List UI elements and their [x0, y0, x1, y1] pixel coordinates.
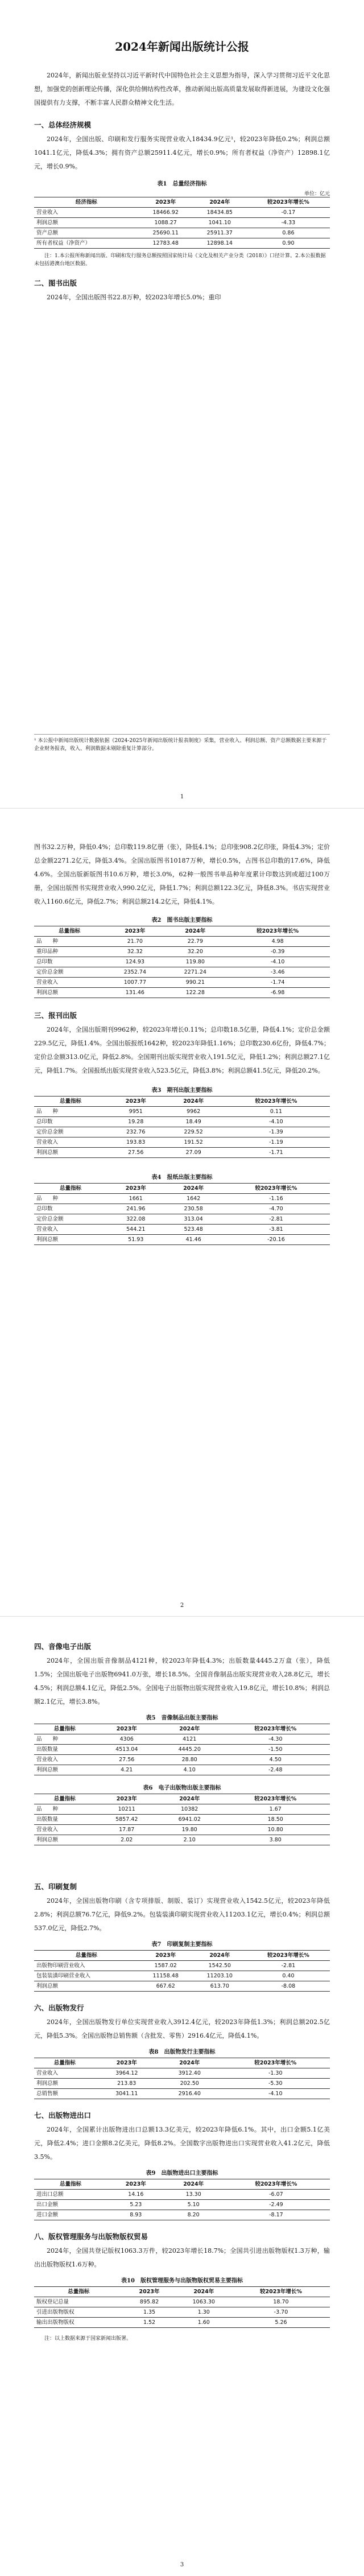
table-cell: 利润总额	[34, 1765, 96, 1775]
overall-paragraph: 2024年，全国出版、印刷和发行服务实现营业收入18434.9亿元¹，较2023年降低0.2%；利润总额1041.1亿元，降低4.3%；拥有资产总额25911.4亿元，增长0.9%；所有者权益（净资产）12898.1亿元，增长0.9%。	[34, 135, 330, 170]
table-cell: -4.33	[247, 218, 330, 228]
table-cell: 613.70	[193, 1981, 247, 1992]
table-cell: 241.96	[107, 1204, 164, 1214]
table-cell: 1542.50	[193, 1961, 247, 1971]
table-cell: 版权登记总量	[34, 2297, 123, 2307]
table-header: 总量指标	[34, 1724, 96, 1734]
table-row	[34, 2068, 330, 2079]
table-row	[34, 1137, 330, 1148]
table-cell: 2.02	[96, 1835, 158, 1845]
table-cell: 232.76	[107, 1127, 164, 1137]
page-number: 2	[180, 1602, 184, 1609]
table-cell: 13.30	[164, 2190, 222, 2200]
table-cell: 利润总额	[34, 988, 105, 998]
table-header: 2024年	[165, 926, 225, 937]
books-paragraph-start: 2024年，全国出版图书22.8万种，较2023年增长5.0%；重印	[47, 294, 221, 301]
table-cell: 重印品种	[34, 947, 105, 957]
table-header: 总量指标	[34, 1951, 139, 1961]
table-cell: -2.48	[221, 1765, 330, 1775]
table-4	[34, 1183, 330, 1245]
table-cell: -4.70	[222, 1204, 330, 1214]
table-header: 较2023年增长%	[232, 2287, 330, 2297]
table-row	[34, 238, 330, 249]
table-cell: 18466.92	[139, 208, 193, 218]
table-cell: 4.21	[96, 1765, 158, 1775]
table-cell: 2.10	[158, 1835, 221, 1845]
table-cell: 6941.02	[158, 1815, 221, 1825]
section-heading-av: 四、音像电子出版	[34, 1642, 92, 1651]
table-2-caption: 表2 图书出版主要指标	[151, 917, 213, 924]
table-cell: -8.17	[222, 2210, 330, 2220]
table-cell: 544.21	[107, 1225, 164, 1235]
table-row	[34, 1961, 330, 1971]
page-number: 3	[180, 2562, 184, 2568]
table-cell: 32.20	[165, 947, 225, 957]
section-heading-import-export: 七、出版物进出口	[34, 2111, 92, 2120]
table-cell: 17.87	[96, 1825, 158, 1835]
table-row	[34, 228, 330, 238]
table-cell: 1.52	[123, 2318, 175, 2328]
table-cell: -2.49	[222, 2200, 330, 2210]
table-cell: 18434.85	[193, 208, 247, 218]
table-row	[34, 1745, 330, 1755]
table-header: 总量指标	[34, 1097, 107, 1107]
table-cell: 4121	[158, 1734, 221, 1745]
table-header: 较2023年增长%	[222, 2179, 330, 2190]
table-cell: -2.81	[247, 1961, 330, 1971]
page-title: 2024年新闻出版统计公报	[115, 40, 249, 53]
table-cell: 包装装潢印刷营业收入	[34, 1971, 139, 1981]
table-row	[34, 1235, 330, 1245]
table-cell: 10211	[96, 1804, 158, 1815]
table-cell: 25911.37	[193, 228, 247, 238]
table-cell: 4.10	[158, 1765, 221, 1775]
table-row	[34, 1127, 330, 1137]
table-cell: 313.04	[164, 1214, 222, 1225]
table-cell: 2916.40	[158, 2089, 221, 2099]
table-5-caption: 表5 音像制品出版主要指标	[146, 1715, 218, 1721]
table-cell: 4306	[96, 1734, 158, 1745]
table-cell: 1041.10	[193, 218, 247, 228]
table-cell: 1007.77	[105, 978, 165, 988]
table-cell: 5.26	[232, 2318, 330, 2328]
table-cell: -1.50	[221, 1745, 330, 1755]
table-cell: 利润总额	[34, 2079, 96, 2089]
table-cell: -0.17	[247, 208, 330, 218]
table-header: 2023年	[139, 197, 193, 208]
table-cell: -6.98	[225, 988, 330, 998]
table-cell: 所有者权益（净资产）	[34, 238, 139, 249]
table-5	[34, 1724, 330, 1775]
table-cell: 4.50	[221, 1755, 330, 1765]
table-header: 较2023年增长%	[222, 1184, 330, 1194]
table-cell: 进出口总额	[34, 2190, 107, 2200]
table-9-caption: 表9 出版物进出口主要指标	[146, 2170, 218, 2177]
distribution-paragraph: 2024年，全国出版物发行单位实现营业收入3912.4亿元，较2023年降低1.3%；利润总额202.5亿元，降低5.3%。全国出版物总销售额（含批发、零售）2916.4亿元，降低4.1%。	[34, 2018, 330, 2039]
table-row	[34, 957, 330, 967]
table-cell: -3.70	[232, 2307, 330, 2318]
table-4-caption: 表4 报纸出版主要指标	[151, 1174, 213, 1181]
table-row	[34, 988, 330, 998]
table-header: 2023年	[107, 1184, 164, 1194]
table-cell: 230.58	[164, 1204, 222, 1214]
table-cell: 213.83	[96, 2079, 158, 2089]
table-cell: 1063.30	[176, 2297, 232, 2307]
table-header: 较2023年增长%	[225, 926, 330, 937]
table-row	[34, 1755, 330, 1765]
table-cell: -1.39	[222, 1127, 330, 1137]
table-cell: 18.49	[164, 1117, 222, 1127]
table-7-caption: 表7 印刷复制主要指标	[151, 1942, 213, 1948]
table-header: 2023年	[107, 1097, 164, 1107]
closing-note: 注：以上数据来源于国家新闻出版署。	[44, 2336, 132, 2342]
section-heading-books: 二、图书出版	[34, 279, 77, 287]
table-header: 2024年	[176, 2287, 232, 2297]
table-cell: -1.71	[222, 1148, 330, 1158]
books-paragraph-cont: 图书32.2万种，降低0.4%；总印数119.8亿册（张），降低4.1%；总印张908.2亿印张，降低4.3%；定价总金额2271.2亿元，降低3.4%。全国出版图书10187万种，增长0.5%，占图书总印数的17.6%，降低4.6%。全国出版新版图书10.6万种，增长3.0%，62种一般图书单品种年度累计印数达到或超过100万册，全国出版图书实现营业收入990.2亿元，降低1.7%；利润总额122.3亿元，降低8.3%。书店实现营业收入1160.6亿元，降低2.7%；利润总额214.2亿元，降低4.1%。	[34, 843, 330, 905]
table-cell: 1.35	[123, 2307, 175, 2318]
table-row	[34, 1214, 330, 1225]
table-row	[34, 1835, 330, 1845]
table-header: 较2023年增长%	[247, 1951, 330, 1961]
page-1-content	[34, 38, 330, 304]
table-cell: 9962	[164, 1107, 222, 1117]
table-cell: 3964.12	[96, 2068, 158, 2079]
table-header: 2023年	[107, 2179, 164, 2190]
table-cell: 0.11	[222, 1107, 330, 1117]
table-cell: 28.80	[158, 1755, 221, 1765]
table-cell: 41.46	[164, 1235, 222, 1245]
table-cell: 定价总金额	[34, 1127, 107, 1137]
table-row	[34, 967, 330, 978]
table-cell: 202.50	[158, 2079, 221, 2089]
section-heading-printing: 五、印刷复制	[34, 1882, 77, 1891]
table-row	[34, 978, 330, 988]
table-1-caption: 表1 总量经济指标	[157, 181, 207, 187]
footnote: ¹ 本公报中新闻出版统计数据依据《2024-2025年新闻出版统计报表制度》采集，营业收入、利润总额、资产总额数据主要来源于企业财务报表，收入、利润数据未剔除重复计算部分。	[34, 734, 330, 753]
table-row	[34, 2089, 330, 2099]
table-row	[34, 1225, 330, 1235]
table-cell: -20.16	[222, 1235, 330, 1245]
table-header: 2024年	[193, 197, 247, 208]
table-10-caption: 表10 版权管理服务与出版物版权贸易主要指标	[121, 2278, 243, 2284]
table-row	[34, 218, 330, 228]
table-cell: -1.30	[221, 2068, 330, 2079]
table-cell: 27.09	[164, 1148, 222, 1158]
table-header: 较2023年增长%	[247, 197, 330, 208]
table-cell: 122.28	[165, 988, 225, 998]
table-header: 总量指标	[34, 1794, 96, 1804]
table-cell: 10.80	[221, 1825, 330, 1835]
table-cell: 124.93	[105, 957, 165, 967]
table-cell: 定价总金额	[34, 967, 105, 978]
table-row	[34, 1825, 330, 1835]
table-cell: 资产总额	[34, 228, 139, 238]
table-cell: 0.40	[247, 1971, 330, 1981]
table-cell: 利润总额	[34, 1235, 107, 1245]
table-cell: 4445.20	[158, 1745, 221, 1755]
table-header: 2024年	[158, 1794, 221, 1804]
table-cell: 27.56	[107, 1148, 164, 1158]
table-cell: 12783.48	[139, 238, 193, 249]
table-cell: 667.62	[139, 1981, 193, 1992]
table-row	[34, 2307, 330, 2318]
table-cell: 营业收入	[34, 978, 105, 988]
table-3	[34, 1096, 330, 1158]
table-cell: 27.56	[96, 1755, 158, 1765]
table-8	[34, 2058, 330, 2099]
table-cell: 990.21	[165, 978, 225, 988]
table-cell: 出版数量	[34, 1745, 96, 1755]
table-3-caption: 表3 期刊出版主要指标	[151, 1087, 213, 1094]
table-1-unit: 单位：亿元	[304, 191, 330, 197]
table-cell: 191.52	[164, 1137, 222, 1148]
table-cell: 12898.14	[193, 238, 247, 249]
table-cell: 523.48	[164, 1225, 222, 1235]
table-cell: 119.80	[165, 957, 225, 967]
footnote-area	[34, 734, 330, 753]
table-cell: 4513.04	[96, 1745, 158, 1755]
table-cell: 8.93	[107, 2210, 164, 2220]
table-cell: 3041.11	[96, 2089, 158, 2099]
table-cell: 品 种	[34, 937, 105, 947]
table-header: 2023年	[96, 1724, 158, 1734]
table-cell: 14.16	[107, 2190, 164, 2200]
table-cell: -8.08	[247, 1981, 330, 1992]
page-3	[0, 1616, 364, 2576]
section-heading-copyright: 八、版权管理服务与出版物版权贸易	[34, 2232, 148, 2241]
table-cell: -2.81	[222, 1214, 330, 1225]
table-cell: 营业收入	[34, 208, 139, 218]
table-cell: 18.50	[221, 1815, 330, 1825]
table-cell: 利润总额	[34, 1148, 107, 1158]
table-row	[34, 1971, 330, 1981]
table-header: 2024年	[158, 1724, 221, 1734]
table-cell: 1642	[164, 1194, 222, 1204]
table-cell: 1088.27	[139, 218, 193, 228]
table-10	[34, 2286, 330, 2328]
table-cell: 3912.40	[158, 2068, 221, 2079]
table-header: 2023年	[96, 1794, 158, 1804]
table-cell: 25690.11	[139, 228, 193, 238]
table-2	[34, 926, 330, 998]
table-cell: 出版物印刷营业收入	[34, 1961, 139, 1971]
table-header: 2024年	[158, 2058, 221, 2068]
table-1-note: 注：1.本公报所称新闻出版、印刷和发行服务总额按照国家统计局《文化及相关产业分类（2018）》口径计算。2.本公报数据未包括港澳台地区数据。	[34, 253, 326, 267]
table-cell: 利润总额	[34, 1981, 139, 1992]
table-cell: 总销售额	[34, 2089, 96, 2099]
table-cell: 品 种	[34, 1734, 96, 1745]
table-header: 较2023年增长%	[221, 2058, 330, 2068]
table-cell: -0.39	[225, 947, 330, 957]
table-cell: 895.82	[123, 2297, 175, 2307]
table-cell: 0.90	[247, 238, 330, 249]
import-export-paragraph: 2024年，全国累计出版物进出口总额13.3亿美元，较2023年降低6.1%。其中，出口金额5.1亿美元，降低2.4%；进口金额8.2亿美元，降低8.2%。全国数字出版物进出口实现营业收入41.2亿元，降低3.5%。	[34, 2126, 330, 2161]
table-cell: 322.08	[107, 1214, 164, 1225]
table-cell: 引进出版物版权	[34, 2307, 123, 2318]
page-number: 1	[180, 794, 184, 800]
table-row	[34, 2297, 330, 2307]
table-row	[34, 937, 330, 947]
table-cell: -6.07	[222, 2190, 330, 2200]
table-cell: -3.46	[225, 967, 330, 978]
table-cell: 11203.10	[193, 1971, 247, 1981]
table-cell: 品 种	[34, 1804, 96, 1815]
table-cell: -4.10	[222, 1117, 330, 1127]
table-header: 较2023年增长%	[222, 1097, 330, 1107]
table-cell: -1.16	[222, 1194, 330, 1204]
table-cell: 19.80	[158, 1825, 221, 1835]
page-2-content	[34, 840, 330, 1245]
table-cell: 51.93	[107, 1235, 164, 1245]
table-6-caption: 表6 电子出版物出版主要指标	[143, 1785, 221, 1791]
table-cell: -1.74	[225, 978, 330, 988]
table-cell: 1661	[107, 1194, 164, 1204]
table-cell: 18.70	[232, 2297, 330, 2307]
table-cell: 总印数	[34, 957, 105, 967]
page-3-content	[34, 1639, 330, 2343]
table-cell: 1.30	[176, 2307, 232, 2318]
table-cell: 输出出版物版权	[34, 2318, 123, 2328]
table-cell: 229.52	[164, 1127, 222, 1137]
table-7	[34, 1950, 330, 1992]
table-row	[34, 1107, 330, 1117]
table-cell: 193.83	[107, 1137, 164, 1148]
table-row	[34, 1804, 330, 1815]
table-cell: 营业收入	[34, 1825, 96, 1835]
table-cell: 131.46	[105, 988, 165, 998]
page-1	[0, 0, 364, 808]
table-header: 总量指标	[34, 2058, 96, 2068]
table-cell: 1.67	[221, 1804, 330, 1815]
table-row	[34, 1981, 330, 1992]
table-cell: 9951	[107, 1107, 164, 1117]
table-cell: 10382	[158, 1804, 221, 1815]
table-row	[34, 1815, 330, 1825]
table-header: 总量指标	[34, 2179, 107, 2190]
table-header: 2023年	[96, 2058, 158, 2068]
table-row	[34, 2210, 330, 2220]
table-cell: -3.81	[222, 1225, 330, 1235]
table-cell: 11158.48	[139, 1971, 193, 1981]
table-cell: 营业收入	[34, 1137, 107, 1148]
table-cell: 0.86	[247, 228, 330, 238]
table-header: 2024年	[164, 1097, 222, 1107]
table-cell: 19.28	[107, 1117, 164, 1127]
table-cell: 4.98	[225, 937, 330, 947]
table-row	[34, 2079, 330, 2089]
table-row	[34, 947, 330, 957]
table-cell: 2352.74	[105, 967, 165, 978]
table-cell: 定价总金额	[34, 1214, 107, 1225]
table-header: 2024年	[164, 1184, 222, 1194]
table-1	[34, 197, 330, 249]
table-cell: 总印数	[34, 1117, 107, 1127]
table-header: 较2023年增长%	[221, 1724, 330, 1734]
table-cell: 5.10	[164, 2200, 222, 2210]
table-row	[34, 1194, 330, 1204]
table-cell: 出版数量	[34, 1815, 96, 1825]
table-cell: -4.10	[225, 957, 330, 967]
table-cell: 营业收入	[34, 1755, 96, 1765]
table-cell: 8.20	[164, 2210, 222, 2220]
table-cell: 1587.02	[139, 1961, 193, 1971]
table-cell: 品 种	[34, 1194, 107, 1204]
table-cell: 1.60	[176, 2318, 232, 2328]
table-cell: -5.30	[221, 2079, 330, 2089]
table-header: 总量指标	[34, 2287, 123, 2297]
table-header: 2024年	[193, 1951, 247, 1961]
periodicals-paragraph: 2024年，全国出版期刊9962种，较2023年增长0.11%；总印数18.5亿册，降低4.1%；定价总金额229.5亿元，降低1.4%。全国出版报纸1642种，较2023年降低1.16%；总印数230.6亿份，降低4.7%；定价总金额313.0亿元，降低2.8%。全国期刊出版实现营业收入191.5亿元，降低1.2%；利润总额27.1亿元，降低1.7%。全国报纸出版实现营业收入523.5亿元，降低3.8%；利润总额41.5亿元，降低20.2%。	[34, 1026, 330, 1074]
table-cell: -4.10	[221, 2089, 330, 2099]
section-heading-distribution: 六、出版物发行	[34, 2004, 84, 2012]
table-cell: -4.30	[221, 1734, 330, 1745]
page-2	[0, 808, 364, 1617]
table-cell: 营业收入	[34, 2068, 96, 2079]
table-cell: 利润总额	[34, 218, 139, 228]
table-header: 较2023年增长%	[221, 1794, 330, 1804]
intro-paragraph: 2024年，新闻出版业坚持以习近平新时代中国特色社会主义思想为指导，深入学习贯彻习近平文化思想，加强党的创新理论传播，深化供给侧结构性改革，推动新闻出版高质量发展取得新进展，为建设文化强国提供有力支撑，不断丰富人民群众精神文化生活。	[34, 72, 330, 106]
av-paragraph: 2024年，全国出版音像制品4121种，较2023年降低4.3%；出版数量4445.2万盒（张），降低1.5%；全国出版电子出版物6941.0万张，增长18.5%。全国音像制品出版实现营业收入28.8亿元，增长4.5%；利润总额4.1亿元，降低2.5%。全国电子出版物出版实现营业收入19.8亿元，增长10.8%；利润总额2.1亿元，增长3.8%。	[34, 1657, 330, 1705]
table-9	[34, 2179, 330, 2220]
table-cell: 5.23	[107, 2200, 164, 2210]
table-row	[34, 1734, 330, 1745]
table-row	[34, 2190, 330, 2200]
table-cell: -1.19	[222, 1137, 330, 1148]
table-row	[34, 2318, 330, 2328]
table-cell: 2271.24	[165, 967, 225, 978]
copyright-paragraph: 2024年，全国共登记版权1063.3万件，较2023年增长18.7%；全国共引进出版物版权1.3万种，输出出版物版权1.6万种。	[34, 2247, 330, 2268]
table-cell: 总印数	[34, 1204, 107, 1214]
table-cell: 5857.42	[96, 1815, 158, 1825]
table-header: 2024年	[164, 2179, 222, 2190]
table-cell: 品 种	[34, 1107, 107, 1117]
table-header: 2023年	[105, 926, 165, 937]
table-6	[34, 1794, 330, 1845]
table-row	[34, 2200, 330, 2210]
table-header: 2023年	[123, 2287, 175, 2297]
table-header: 总量指标	[34, 1184, 107, 1194]
printing-paragraph: 2024年，全国出版物印刷（含专项排版、制版、装订）实现营业收入1542.5亿元，较2023年降低2.8%；利润总额76.7亿元，降低9.2%。包装装潢印刷实现营业收入11203.1亿元，增长0.4%；利润总额537.0亿元，降低2.7%。	[34, 1897, 330, 1932]
table-cell: 出口金额	[34, 2200, 107, 2210]
table-row	[34, 1148, 330, 1158]
table-cell: 利润总额	[34, 1835, 96, 1845]
table-cell: 22.79	[165, 937, 225, 947]
table-header: 经济指标	[34, 197, 139, 208]
table-cell: 营业收入	[34, 1225, 107, 1235]
table-row	[34, 1117, 330, 1127]
section-heading-overall: 一、总体经济规模	[34, 121, 92, 129]
table-header: 2023年	[139, 1951, 193, 1961]
table-row	[34, 208, 330, 218]
table-row	[34, 1204, 330, 1214]
section-heading-periodicals: 三、报刊出版	[34, 1011, 77, 1020]
table-8-caption: 表8 出版物发行主要指标	[148, 2049, 216, 2055]
table-cell: 32.32	[105, 947, 165, 957]
table-row	[34, 1765, 330, 1775]
table-cell: 进口金额	[34, 2210, 107, 2220]
table-cell: 21.70	[105, 937, 165, 947]
table-cell: 3.80	[221, 1835, 330, 1845]
table-header: 总量指标	[34, 926, 105, 937]
